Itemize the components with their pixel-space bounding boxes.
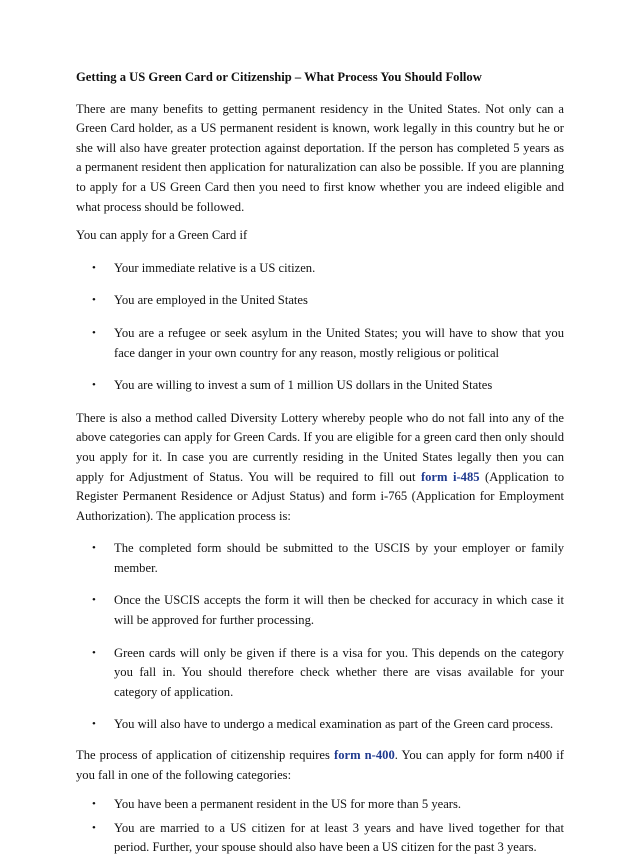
list-item xyxy=(76,376,564,396)
document-page xyxy=(76,68,564,858)
paragraph-text: The process of application of citizenship requires xyxy=(76,748,335,763)
list-item-text: You are employed in the United States xyxy=(114,293,308,308)
paragraph-text: . You can apply for form n400 if you fall in one of the following categories: xyxy=(76,748,564,782)
list-item-text: The completed form should be submitted to the USCIS by your employer or family member. xyxy=(114,541,564,575)
form-n400-link[interactable]: form n-400 xyxy=(334,748,395,763)
form-i485-link[interactable]: form i-485 xyxy=(420,469,480,484)
citizenship-paragraph xyxy=(76,746,564,785)
apply-lead-text: You can apply for a Green Card if xyxy=(76,228,248,243)
list-item xyxy=(76,259,564,279)
list-item xyxy=(76,795,564,815)
list-item-text: You have been a permanent resident in the US for more than 5 years. xyxy=(114,797,462,812)
bullet-icon: • xyxy=(92,294,96,307)
application-process-list xyxy=(76,539,564,735)
diversity-lottery-paragraph xyxy=(76,409,564,527)
list-item xyxy=(76,539,564,578)
list-item-text: You are married to a US citizen for at least 3 years and have lived together for that period. Further, your spouse should also have been a US citizen for the past 3 years. xyxy=(114,820,564,855)
paragraph-text: There is also a method called Diversity Lottery whereby people who do not fall into any of the above categories can apply for Green Cards. If you are eligible for a green card then only should you apply for it. In case you are currently residing in the United States legally then you can apply for Adjustment of Status. You will be required to fill out xyxy=(76,410,564,484)
list-item xyxy=(76,291,564,311)
list-item xyxy=(76,591,564,630)
bullet-icon: • xyxy=(92,798,96,811)
list-item-text: Green cards will only be given if there is a visa for you. This depends on the category you fall in. You should therefore check whether there are visas available for your category of application. xyxy=(114,645,564,699)
paragraph-text: (Application to Register Permanent Residence or Adjust Status) and form i-765 (Application for Employment Authorization). The application process is: xyxy=(76,469,564,523)
list-item-text: Your immediate relative is a US citizen. xyxy=(114,260,316,275)
bullet-icon: • xyxy=(92,379,96,392)
list-item-text: You are a refugee or seek asylum in the United States; you will have to show that you face danger in your own country for any reason, mostly religious or political xyxy=(114,325,564,360)
bullet-icon: • xyxy=(92,646,96,659)
bullet-icon: • xyxy=(92,261,96,274)
list-item xyxy=(76,715,564,735)
bullet-icon: • xyxy=(92,821,96,834)
list-item-text: You are willing to invest a sum of 1 million US dollars in the United States xyxy=(114,378,493,393)
list-item-text: You will also have to undergo a medical examination as part of the Green card process. xyxy=(114,717,554,732)
bullet-icon: • xyxy=(92,718,96,731)
list-item-text: Once the USCIS accepts the form it will then be checked for accuracy in which case it will be approved for further processing. xyxy=(114,593,564,628)
list-item xyxy=(76,819,564,858)
bullet-icon: • xyxy=(92,542,96,555)
list-item xyxy=(76,324,564,363)
document-title: Getting a US Green Card or Citizenship – What Process You Should Follow xyxy=(76,70,482,84)
bullet-icon: • xyxy=(92,594,96,607)
list-item xyxy=(76,644,564,703)
green-card-eligibility-list xyxy=(76,259,564,396)
intro-paragraph: There are many benefits to getting permanent residency in the United States. Not only can a Green Card holder, as a US permanent resident is known, work legally in this country but he or she will also have greater protection against deportation. If the person has completed 5 years as a permanent resident then application for naturalization can also be possible. If you are planning to apply for a US Green Card then you need to first know whether you are indeed eligible and what process should be followed. xyxy=(76,101,564,214)
bullet-icon: • xyxy=(92,326,96,339)
citizenship-category-list xyxy=(76,795,564,858)
